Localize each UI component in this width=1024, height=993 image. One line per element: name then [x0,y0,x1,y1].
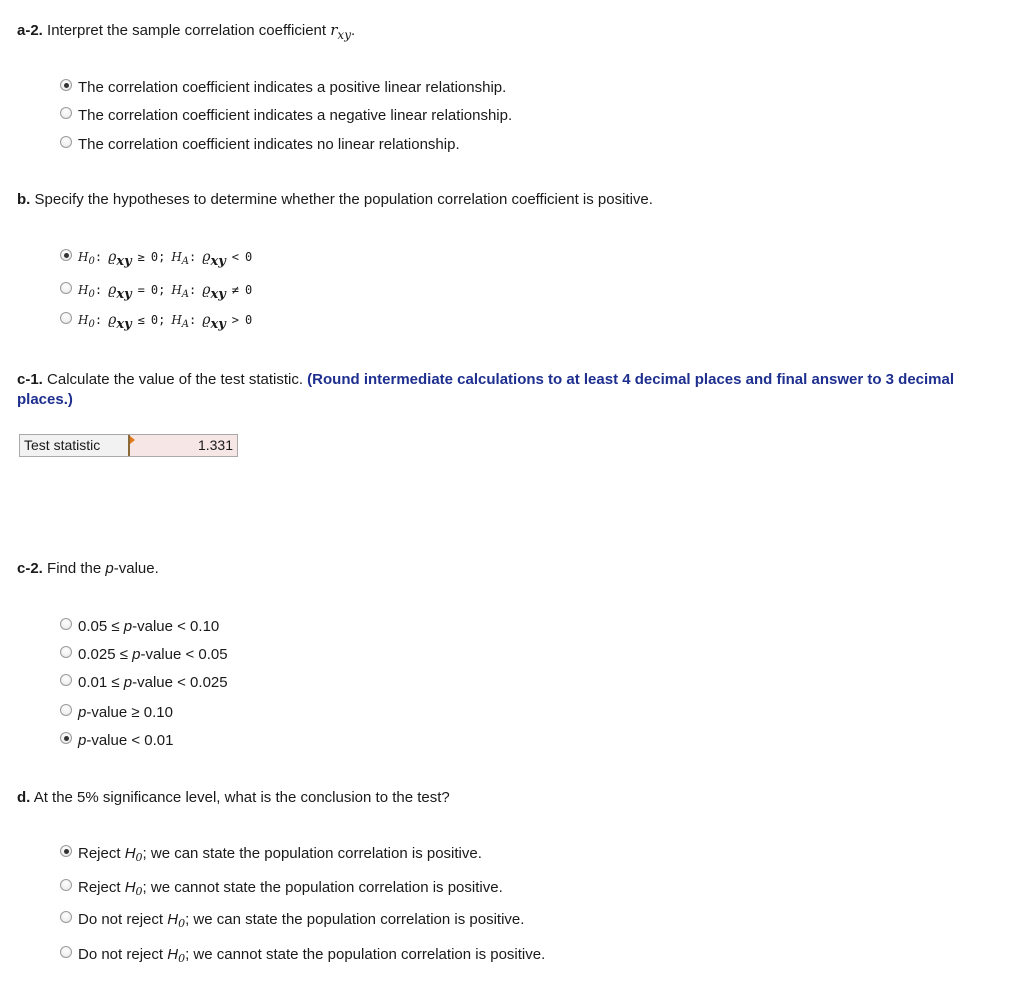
option-label: 0.05 ≤ p-value < 0.10 [78,617,220,635]
d-option-4[interactable] [60,944,545,964]
flag-icon [130,436,135,444]
radio-button[interactable] [60,282,72,294]
radio-button[interactable] [60,136,72,148]
rounding-instruction: (Round intermediate calculations to at least 4 decimal places and final answer to 3 decimal places.) [17,371,955,408]
b-option-3[interactable] [60,310,252,330]
option-label: 0.025 ≤ p-value < 0.05 [78,645,228,663]
test-statistic-table [19,434,238,457]
c2-option-3[interactable] [60,672,228,692]
question-b [17,190,653,210]
a2-option-negative[interactable] [60,105,512,125]
symbol-r: r [330,21,338,39]
a2-option-positive[interactable] [60,77,506,97]
question-label: a-2. [17,22,43,39]
b-option-1[interactable] [60,247,252,267]
radio-button-selected[interactable] [60,732,72,744]
d-option-3[interactable] [60,909,524,929]
c2-option-5[interactable] [60,730,174,750]
question-label: d. [17,789,31,806]
option-label: 0.01 ≤ p-value < 0.025 [78,673,228,691]
option-label: Do not reject $H_0$; we cannot state the population correlation is positive. [78,945,546,965]
question-label: c-2. [17,560,43,577]
radio-button[interactable] [60,674,72,686]
hypothesis-formula: $H_0$: ϱxy = 0; $H_A$: ϱxy ≠ 0 [78,282,253,302]
d-option-1[interactable] [60,843,482,863]
question-label: c-1. [17,371,43,388]
radio-button[interactable] [60,704,72,716]
option-label: Do not reject $H_0$; we can state the population correlation is positive. [78,910,525,930]
option-label: Reject $H_0$; we can state the population correlation is positive. [78,844,482,864]
question-text: Find the [47,560,102,577]
radio-button-selected[interactable] [60,249,72,261]
option-label: p-value < 0.01 [78,731,174,749]
option-label: Reject $H_0$; we cannot state the population correlation is positive. [78,878,503,898]
radio-button[interactable] [60,879,72,891]
test-statistic-input[interactable] [130,435,237,456]
question-text: Specify the hypotheses to determine whether the population correlation coefficient is positive. [34,191,653,208]
question-a2 [17,20,355,41]
question-tail: -value. [113,560,159,577]
option-label: The correlation coefficient indicates a positive linear relationship. [78,78,507,96]
radio-button-selected[interactable] [60,79,72,91]
c2-option-4[interactable] [60,702,173,722]
radio-button-selected[interactable] [60,845,72,857]
b-option-2[interactable] [60,280,252,300]
option-label: The correlation coefficient indicates no linear relationship. [78,135,460,153]
option-label: p-value ≥ 0.10 [78,703,173,721]
question-tail: . [350,22,356,39]
radio-button[interactable] [60,107,72,119]
radio-button[interactable] [60,618,72,630]
radio-button[interactable] [60,946,72,958]
question-text: At the 5% significance level, what is the conclusion to the test? [33,789,450,806]
c2-option-2[interactable] [60,644,228,664]
question-c1 [17,370,1007,410]
a2-option-none[interactable] [60,134,460,154]
option-label: The correlation coefficient indicates a negative linear relationship. [78,106,513,124]
test-statistic-value: 1.331 [197,437,233,453]
p-italic: p [105,560,114,577]
test-statistic-label: Test statistic [20,435,130,456]
hypothesis-formula: $H_0$: ϱxy ≤ 0; $H_A$: ϱxy > 0 [78,312,253,332]
c2-option-1[interactable] [60,616,219,636]
question-text: Calculate the value of the test statistic. [47,371,303,388]
question-label: b. [17,191,31,208]
question-text: Interpret the sample correlation coefficient [47,22,327,39]
d-option-2[interactable] [60,877,503,897]
radio-button[interactable] [60,646,72,658]
hypothesis-formula: $H_0$: ϱxy ≥ 0; $H_A$: ϱxy < 0 [78,249,253,269]
radio-button[interactable] [60,911,72,923]
question-c2 [17,559,159,579]
question-d [17,788,450,808]
radio-button[interactable] [60,312,72,324]
symbol-sub: xy [337,28,351,42]
